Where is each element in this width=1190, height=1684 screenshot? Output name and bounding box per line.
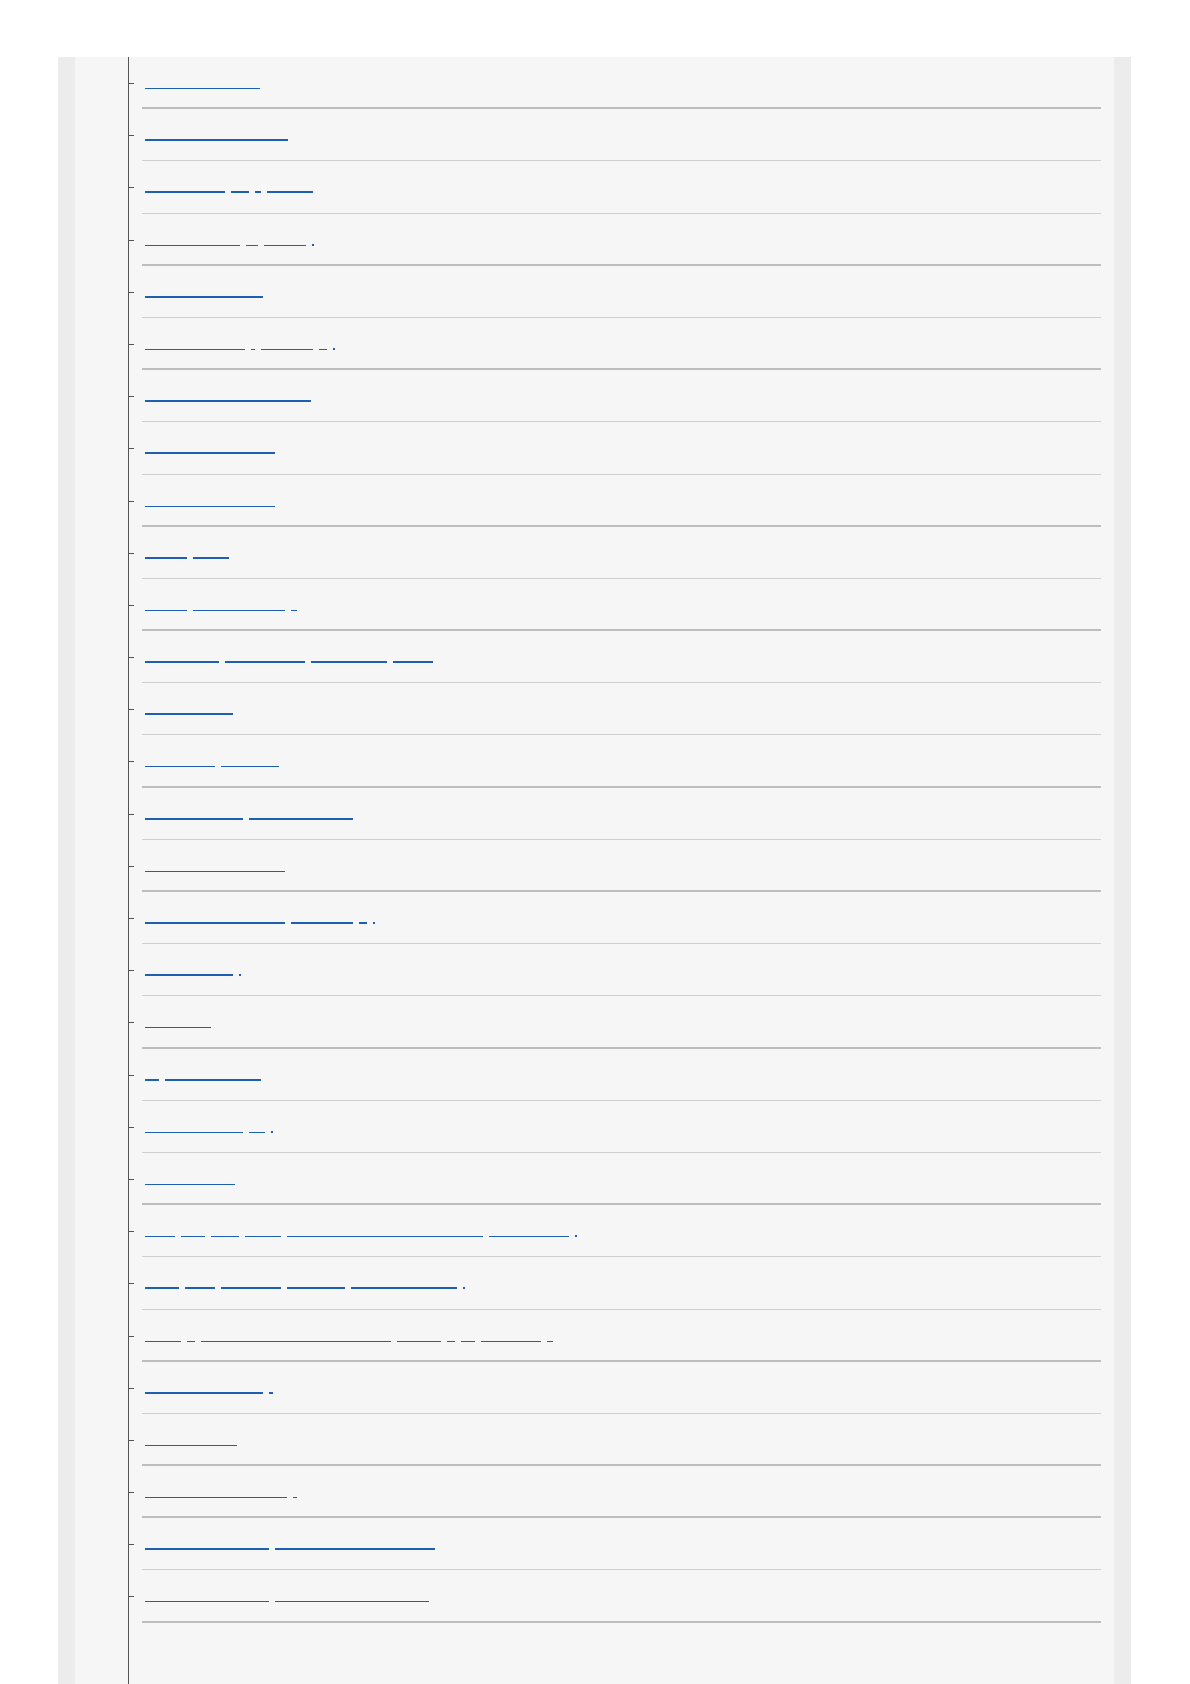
link-underline-segment: [291, 598, 297, 611]
tree-branch-tick: [128, 709, 134, 710]
link-underline-segment: [287, 1275, 345, 1289]
link-underline-segment: [185, 1275, 215, 1289]
link-underline-segment: [145, 962, 233, 976]
link-trailing-dot: [373, 922, 375, 924]
link-underline-segment: [193, 598, 285, 611]
link-underline-segment: [397, 1329, 441, 1342]
link-underline-segment: [181, 1224, 205, 1237]
toc-link[interactable]: [145, 1586, 435, 1602]
tree-branch-tick: [128, 1075, 134, 1076]
link-underline-segment: [145, 545, 187, 559]
toc-link[interactable]: [145, 751, 285, 767]
tree-branch-tick: [128, 1440, 134, 1441]
tree-branch-tick: [128, 970, 134, 971]
toc-link[interactable]: [145, 647, 439, 663]
link-underline-segment: [287, 1224, 483, 1237]
tree-branch-tick: [128, 1127, 134, 1128]
toc-link[interactable]: [145, 1534, 441, 1550]
toc-item: [128, 475, 1101, 527]
toc-link[interactable]: [145, 543, 235, 559]
link-underline-segment: [145, 1536, 269, 1550]
toc-link[interactable]: [145, 230, 317, 246]
link-underline-segment: [225, 649, 305, 663]
toc-item: [128, 266, 1101, 318]
toc-link[interactable]: [145, 334, 338, 350]
tree-branch-tick: [128, 814, 134, 815]
toc-link[interactable]: [145, 595, 303, 611]
tree-branch-tick: [128, 1231, 134, 1232]
link-underline-segment: [261, 337, 313, 350]
link-underline-segment: [251, 337, 255, 350]
tree-branch-tick: [128, 501, 134, 502]
link-underline-segment: [145, 284, 263, 298]
link-underline-segment: [145, 1120, 243, 1133]
link-underline-segment: [145, 388, 311, 402]
link-underline-segment: [201, 1329, 391, 1342]
toc-link[interactable]: [145, 1169, 241, 1185]
link-underline-segment: [481, 1329, 541, 1342]
tree-branch-tick: [128, 396, 134, 397]
link-trailing-dot: [333, 348, 335, 350]
link-underline-segment: [165, 1067, 261, 1081]
link-underline-segment: [293, 1485, 297, 1498]
tree-branch-tick: [128, 1388, 134, 1389]
toc-link[interactable]: [145, 804, 359, 820]
toc-item: [128, 57, 1101, 109]
toc-link[interactable]: [145, 1221, 580, 1237]
link-underline-segment: [269, 1380, 273, 1394]
toc-item: [128, 422, 1101, 474]
link-underline-segment: [145, 233, 240, 246]
toc-item: [128, 944, 1101, 996]
link-underline-segment: [145, 806, 243, 820]
tree-branch-tick: [128, 866, 134, 867]
toc-item: [128, 161, 1101, 213]
toc-link[interactable]: [145, 699, 239, 715]
link-underline-segment: [359, 910, 367, 924]
link-underline-segment: [145, 127, 288, 141]
toc-link[interactable]: [145, 1482, 303, 1498]
link-underline-segment: [145, 337, 245, 350]
link-trailing-dot: [271, 1131, 273, 1133]
link-underline-segment: [145, 859, 285, 872]
toc-link[interactable]: [145, 908, 378, 924]
toc-item: [128, 1257, 1101, 1309]
link-underline-segment: [264, 233, 306, 246]
link-underline-segment: [145, 598, 187, 611]
toc-link[interactable]: [145, 1430, 243, 1446]
tree-branch-tick: [128, 1544, 134, 1545]
link-underline-segment: [145, 1275, 179, 1289]
link-underline-segment: [267, 179, 313, 193]
toc-item: [128, 1049, 1101, 1101]
toc-item: [128, 1466, 1101, 1518]
toc-item: [128, 1414, 1101, 1466]
link-underline-segment: [547, 1329, 553, 1342]
link-underline-segment: [311, 649, 387, 663]
link-underline-segment: [319, 337, 327, 350]
link-underline-segment: [145, 1224, 175, 1237]
link-underline-segment: [145, 76, 260, 89]
toc-item: [128, 109, 1101, 161]
toc-item: [128, 840, 1101, 892]
tree-branch-tick: [128, 918, 134, 919]
toc-link[interactable]: [145, 1378, 279, 1394]
link-underline-segment: [246, 233, 258, 246]
link-underline-segment: [145, 1172, 235, 1185]
toc-item: [128, 1570, 1101, 1622]
toc-link[interactable]: [145, 491, 281, 507]
toc-link[interactable]: [145, 125, 294, 141]
toc-item: [128, 370, 1101, 422]
toc-item: [128, 631, 1101, 683]
link-underline-segment: [461, 1329, 475, 1342]
toc-item: [128, 1205, 1101, 1257]
link-trailing-dot: [463, 1287, 465, 1289]
link-underline-segment: [255, 179, 261, 193]
link-underline-segment: [145, 1380, 263, 1394]
tree-branch-tick: [128, 292, 134, 293]
tree-branch-tick: [128, 135, 134, 136]
link-underline-segment: [145, 1589, 269, 1602]
tree-branch-tick: [128, 83, 134, 84]
link-underline-segment: [221, 754, 279, 767]
tree-branch-tick: [128, 553, 134, 554]
link-underline-segment: [145, 649, 219, 663]
link-underline-segment: [145, 179, 225, 193]
tree-branch-tick: [128, 1336, 134, 1337]
toc-link[interactable]: [145, 438, 281, 454]
toc-link[interactable]: [145, 1012, 217, 1028]
link-underline-segment: [145, 1433, 237, 1446]
link-underline-segment: [145, 754, 215, 767]
toc-item: [128, 996, 1101, 1048]
toc-link[interactable]: [145, 73, 266, 89]
tree-branch-tick: [128, 1179, 134, 1180]
tree-branch-tick: [128, 1022, 134, 1023]
toc-link[interactable]: [145, 1117, 276, 1133]
tree-branch-tick: [128, 1283, 134, 1284]
link-underline-segment: [249, 806, 353, 820]
toc-link[interactable]: [145, 386, 317, 402]
toc-item: [128, 892, 1101, 944]
tree-branch-tick: [128, 344, 134, 345]
link-trailing-dot: [312, 244, 314, 246]
link-underline-segment: [275, 1589, 429, 1602]
link-underline-segment: [275, 1536, 435, 1550]
toc-item: [128, 1101, 1101, 1153]
toc-link[interactable]: [145, 1326, 559, 1342]
tree-branch-tick: [128, 1492, 134, 1493]
link-underline-segment: [393, 649, 433, 663]
tree-branch-tick: [128, 240, 134, 241]
tree-branch-tick: [128, 187, 134, 188]
link-underline-segment: [211, 1224, 239, 1237]
tree-branch-tick: [128, 761, 134, 762]
tree-branch-tick: [128, 605, 134, 606]
link-underline-segment: [145, 440, 275, 454]
link-underline-segment: [145, 494, 275, 507]
link-trailing-dot: [239, 974, 241, 976]
tree-branch-tick: [128, 657, 134, 658]
tree-branch-tick: [128, 1596, 134, 1597]
toc-item: [128, 579, 1101, 631]
toc-item: [128, 1518, 1101, 1570]
link-underline-segment: [291, 910, 353, 924]
toc-link[interactable]: [145, 282, 269, 298]
link-underline-segment: [351, 1275, 457, 1289]
link-underline-segment: [489, 1224, 569, 1237]
link-underline-segment: [447, 1329, 455, 1342]
toc-item: [128, 788, 1101, 840]
toc-item: [128, 683, 1101, 735]
link-underline-segment: [221, 1275, 281, 1289]
link-underline-segment: [245, 1224, 281, 1237]
tree-branch-tick: [128, 448, 134, 449]
toc-link[interactable]: [145, 177, 319, 193]
link-underline-segment: [145, 1329, 181, 1342]
link-underline-segment: [145, 1485, 287, 1498]
link-underline-segment: [249, 1120, 265, 1133]
toc-item: [128, 527, 1101, 579]
toc-item: [128, 214, 1101, 266]
toc-item: [128, 1362, 1101, 1414]
link-underline-segment: [231, 179, 249, 193]
toc-item: [128, 1310, 1101, 1362]
link-underline-segment: [145, 910, 285, 924]
toc-link[interactable]: [145, 856, 291, 872]
toc-item: [128, 1153, 1101, 1205]
toc-link[interactable]: [145, 1065, 267, 1081]
toc-link[interactable]: [145, 960, 244, 976]
link-underline-segment: [193, 545, 229, 559]
link-underline-segment: [145, 701, 233, 715]
toc-item: [128, 735, 1101, 787]
link-underline-segment: [145, 1015, 211, 1028]
toc-link[interactable]: [145, 1273, 468, 1289]
toc-item: [128, 318, 1101, 370]
link-trailing-dot: [575, 1235, 577, 1237]
link-underline-segment: [145, 1067, 159, 1081]
table-of-contents: [128, 57, 1101, 1623]
link-underline-segment: [187, 1329, 195, 1342]
